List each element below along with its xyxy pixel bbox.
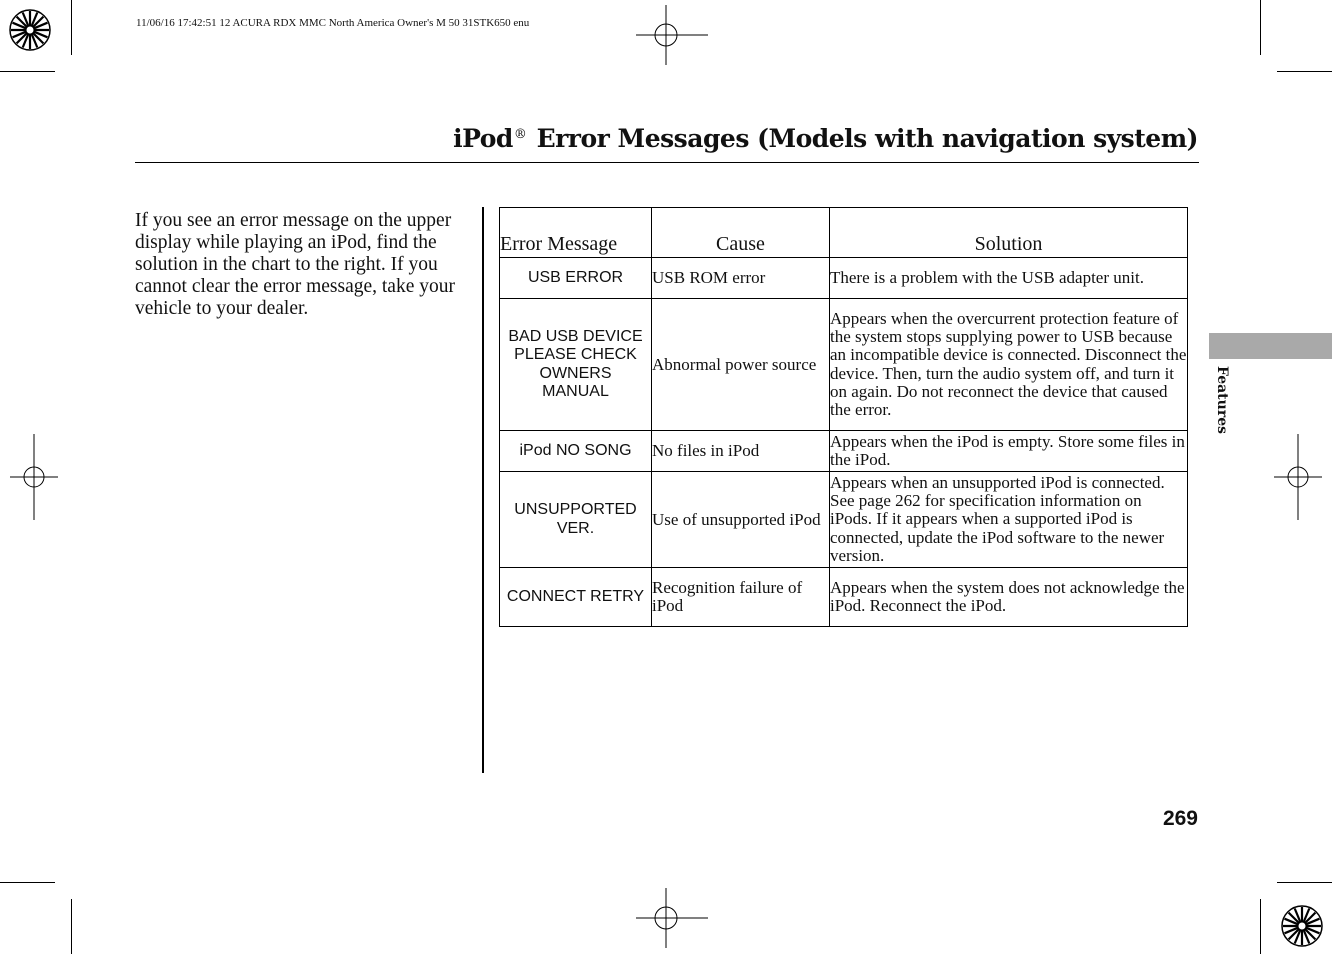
column-header-cause: Cause xyxy=(652,208,830,258)
solution-cell: Appears when the iPod is empty. Store some files in the iPod. xyxy=(830,431,1188,472)
cause-cell: Use of unsupported iPod xyxy=(652,472,830,568)
page-title-rest: Error Messages (Models with navigation system) xyxy=(528,124,1198,153)
solution-cell: Appears when the overcurrent protection feature of the system stops supplying power to USB because an incompatible device is connected. Disconnect the device. Then, turn the audio system off, and turn it on again. Do not reconnect the device that caused the error. xyxy=(830,299,1188,431)
error-message-line: iPod NO SONG xyxy=(519,441,632,459)
error-message-cell xyxy=(500,431,652,472)
title-rule xyxy=(135,162,1199,163)
page-title xyxy=(453,124,1198,153)
error-message-cell xyxy=(500,258,652,299)
table-row xyxy=(500,431,1188,472)
solution-cell: Appears when the system does not acknowledge the iPod. Reconnect the iPod. xyxy=(830,568,1188,627)
registration-crosshair-icon xyxy=(10,434,58,520)
registration-crosshair-icon xyxy=(636,5,708,65)
registration-sunburst-icon xyxy=(8,8,52,52)
solution-cell: There is a problem with the USB adapter unit. xyxy=(830,258,1188,299)
solution-cell: Appears when an unsupported iPod is connected. See page 262 for specification information on iPods. If it appears when a supported iPod is connected, update the iPod software to the newer version. xyxy=(830,472,1188,568)
error-message-cell xyxy=(500,472,652,568)
table-row xyxy=(500,299,1188,431)
print-header: 11/06/16 17:42:51 12 ACURA RDX MMC North America Owner's M 50 31STK650 enu xyxy=(136,17,530,29)
error-message-line: UNSUPPORTED xyxy=(514,501,637,518)
registration-crosshair-icon xyxy=(1274,434,1322,520)
intro-paragraph: If you see an error message on the upper display while playing an iPod, find the solution in the chart to the right. If you cannot clear the error message, take your vehicle to your dealer. xyxy=(135,210,455,319)
registration-sunburst-icon xyxy=(1280,904,1324,948)
section-tab-label: Features xyxy=(1214,366,1230,434)
table-row xyxy=(500,568,1188,627)
error-message-line: CONNECT RETRY xyxy=(506,587,645,605)
cause-cell: USB ROM error xyxy=(652,258,830,299)
error-message-line: OWNERS xyxy=(539,364,612,382)
error-message-line: USB ERROR xyxy=(527,268,624,286)
column-header-solution: Solution xyxy=(830,208,1188,258)
table-row xyxy=(500,472,1188,568)
page-number: 269 xyxy=(1162,807,1198,830)
cause-cell: Abnormal power source xyxy=(652,299,830,431)
section-tab xyxy=(1209,333,1332,359)
error-message-line: BAD USB DEVICE xyxy=(508,327,643,345)
registration-crosshair-icon xyxy=(636,888,708,948)
error-message-table xyxy=(499,207,1188,627)
column-divider xyxy=(482,207,484,773)
column-header-error-message: Error Message xyxy=(500,208,652,258)
error-message-line: PLEASE CHECK xyxy=(514,346,637,363)
registered-mark: ® xyxy=(513,127,527,142)
cause-cell: Recognition failure of iPod xyxy=(652,568,830,627)
error-message-line: VER. xyxy=(556,519,595,537)
page-title-brand: iPod xyxy=(453,124,513,153)
table-header-row xyxy=(500,208,1188,258)
cause-cell: No files in iPod xyxy=(652,431,830,472)
table-row xyxy=(500,258,1188,299)
error-message-line: MANUAL xyxy=(542,383,609,400)
error-message-cell xyxy=(500,299,652,431)
error-message-cell xyxy=(500,568,652,627)
